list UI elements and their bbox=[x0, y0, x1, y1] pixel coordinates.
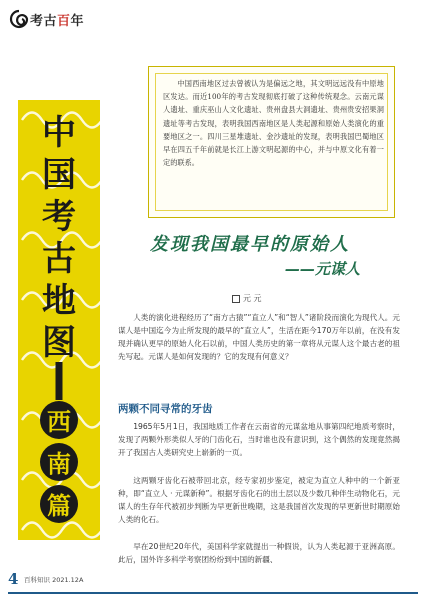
journal-section-logo bbox=[8, 8, 88, 30]
article-subtitle: ——元谋人 bbox=[285, 260, 361, 278]
paragraph: 早在20世纪20年代，美国科学家就提出一种假说，认为人类起源于亚洲高原。此后，国外许多科学考察团纷纷到中国的新疆、 bbox=[118, 542, 400, 564]
circle-title-char: 篇 bbox=[47, 492, 71, 520]
side-title-char: 中 bbox=[42, 113, 76, 153]
paragraph: 人类的演化进程经历了“南方古猿”“直立人”和“智人”诸阶段而演化为现代人。元谋人是中国迄今为止所发现的最早的“直立人”，生活在距今170万年以前，在没有发现并确认更早的原始人化石以前，中国人类历史的第一章将从元谋人这个最古老的祖先写起。元谋人是如何发现的？它的发现有何意义？ bbox=[118, 313, 400, 361]
side-title-char: 地 bbox=[42, 281, 76, 321]
side-title-band bbox=[18, 100, 100, 540]
circle-title-char: 西 bbox=[47, 408, 71, 436]
paragraph: 这两颗牙齿化石被带回北京，经专家初步鉴定，被定为直立人种中的一个新亚种，即“直立人 · 元谋新种”。根据牙齿化石的出土层以及少数几种伴生动物化石，元谋人的生存年代被初步判断为早更新世晚期，这是我国首次发现的早更新世时期原始人类的化石。 bbox=[118, 476, 400, 524]
author-box-icon bbox=[232, 295, 240, 303]
article-title: 发现我国最早的原始人 bbox=[150, 234, 350, 255]
section-heading: 两颗不同寻常的牙齿 bbox=[118, 403, 213, 415]
intro-text: 中国西南地区过去曾被认为是偏远之地，其文明远远没有中原地区发达。而近100年的考古发现彻底打破了这种传统观念。云南元谋人遗址、重庆巫山人文化遗址、贵州盘县大洞遗址、贵州贵安招果洞遗址等考古发现，表明我国西南地区是人类起源和原始人类演化的重要地区之一。四川三星堆遗址、金沙遗址的发现，表明我国巴蜀地区早在四五千年前就是长江上游文明起源的中心，并与中原文化有着一定的联系。 bbox=[163, 79, 384, 168]
journal-issue: 百科知识 2021.12A bbox=[24, 576, 84, 584]
circle-title-char: 南 bbox=[47, 450, 71, 478]
spiral-logo-icon bbox=[8, 8, 30, 30]
side-title-char: 图 bbox=[42, 323, 76, 363]
side-title-char: 考 bbox=[42, 197, 76, 237]
page-number: 4 bbox=[8, 570, 19, 588]
intro-box bbox=[148, 66, 395, 218]
section-name: 考古百年 bbox=[30, 14, 85, 29]
side-title-char: 古 bbox=[42, 239, 76, 279]
side-title-char: 国 bbox=[42, 155, 76, 195]
author-name: 元 元 bbox=[243, 294, 262, 303]
footer-rule bbox=[8, 592, 418, 594]
paragraph: 1965年5月1日，我国地质工作者在云南省的元谋盆地从事第四纪地质考察时，发现了两颗外形类似人牙的门齿化石，当时谁也没有意识到，这个偶然的发现竟然揭开了我国古人类研究史上崭新的一页。 bbox=[118, 422, 400, 457]
author-line bbox=[232, 293, 262, 304]
